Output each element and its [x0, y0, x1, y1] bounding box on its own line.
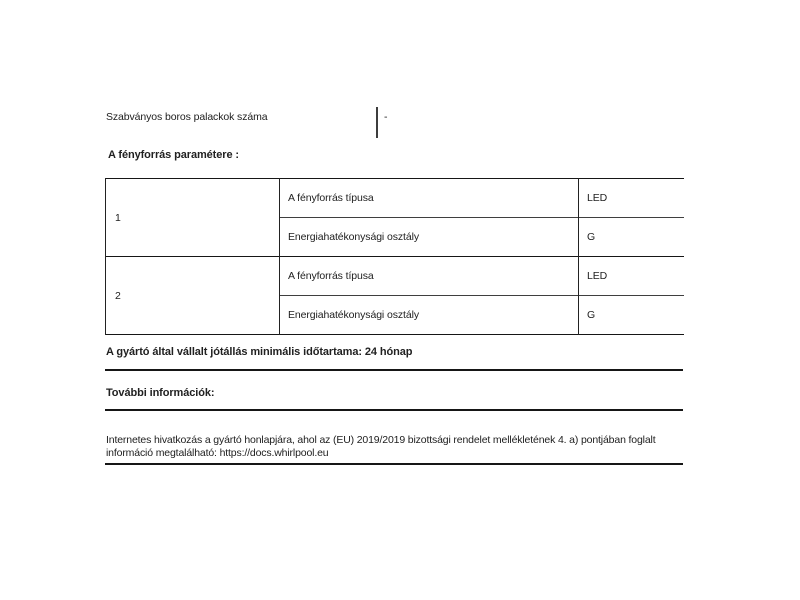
- param-label: A fényforrás típusa: [280, 179, 579, 218]
- table-row: [106, 257, 684, 296]
- section-divider: [105, 369, 683, 371]
- light-source-heading: A fényforrás paramétere :: [108, 149, 239, 161]
- more-info-heading: További információk:: [106, 387, 215, 399]
- section-divider: [105, 463, 683, 465]
- manufacturer-docs-link[interactable]: https://docs.whirlpool.eu: [219, 446, 329, 459]
- section-divider: [105, 409, 683, 411]
- light-source-table: [105, 178, 684, 335]
- param-value: LED: [579, 257, 684, 296]
- param-value: G: [579, 296, 684, 335]
- light-source-number: 1: [106, 179, 280, 257]
- param-label: Energiahatékonysági osztály: [280, 296, 579, 335]
- more-info-text: Internetes hivatkozás a gyártó honlapjára, ahol az (EU) 2019/2019 bizottsági rendelet mellékletének 4. a) pontjában foglalt információ megtalálható:: [106, 433, 656, 459]
- param-label: Energiahatékonysági osztály: [280, 218, 579, 257]
- warranty-text: A gyártó által vállalt jótállás minimális időtartama: 24 hónap: [106, 346, 413, 358]
- spec-row-divider: [376, 107, 378, 138]
- more-info-paragraph: [106, 434, 688, 460]
- table-row: [106, 179, 684, 218]
- param-value: G: [579, 218, 684, 257]
- param-label: A fényforrás típusa: [280, 257, 579, 296]
- spec-row-value: -: [384, 111, 388, 123]
- param-value: LED: [587, 192, 608, 204]
- spec-row-label: Szabványos boros palackok száma: [106, 111, 268, 123]
- light-source-number: 2: [106, 257, 280, 335]
